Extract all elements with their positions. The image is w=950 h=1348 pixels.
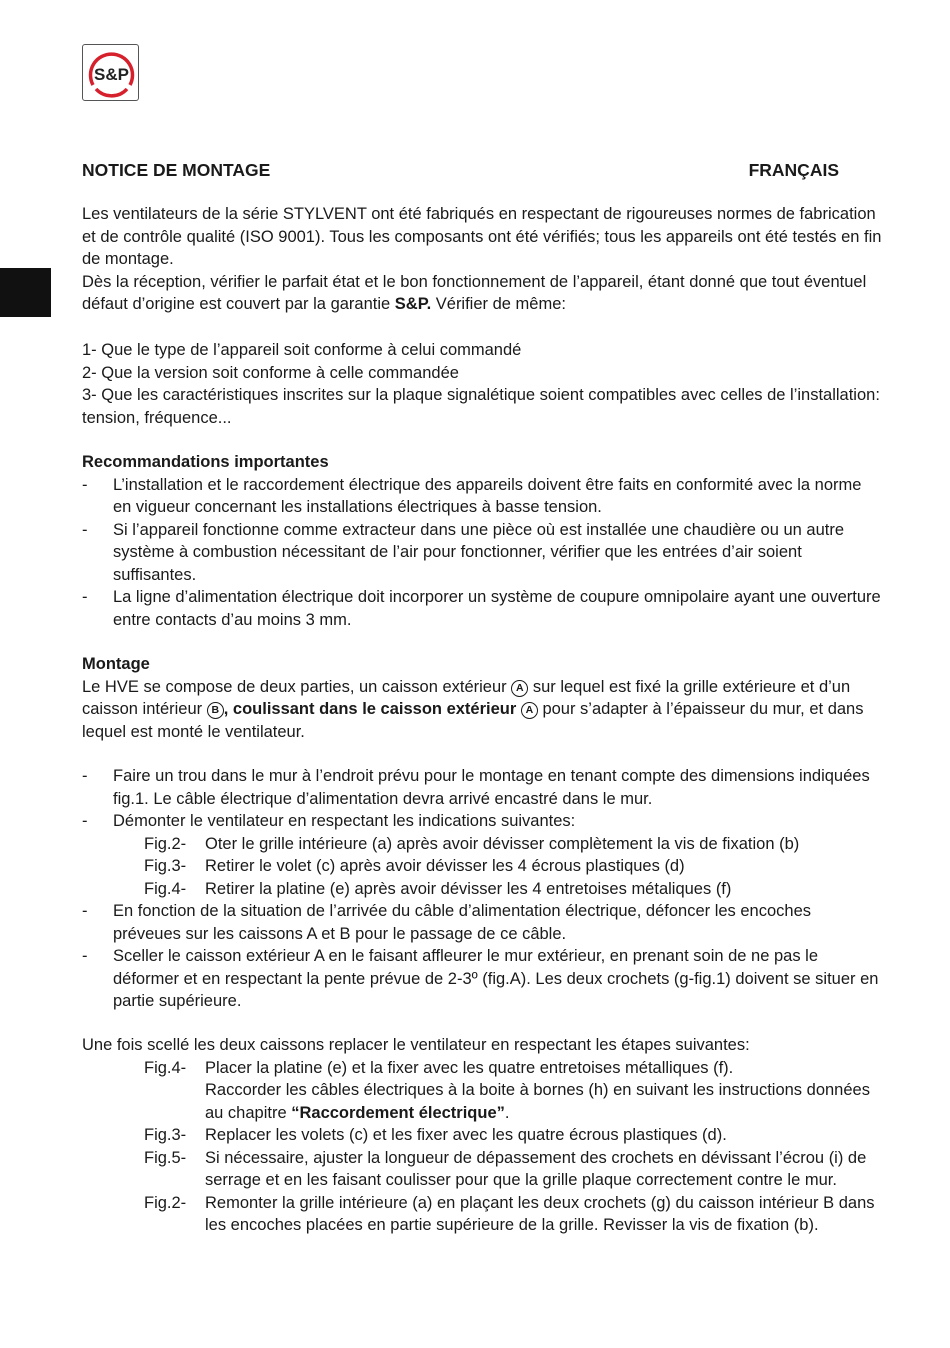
sp-logo (82, 44, 139, 101)
montage-intro-part: pour s’adapter à l’épaisseur du mur, et dans lequel est monté le ventilateur. (82, 700, 864, 741)
list-item-text: L’installation et le raccordement électrique des appareils doivent être faits en conformité avec la norme en vigueur concernant les installations électriques à basse tension. (113, 475, 862, 516)
sub-step (82, 855, 882, 878)
fig-ref: Fig.4- (144, 1058, 187, 1077)
intro-p2-text: Dès la réception, vérifier le parfait état et le bon fonctionnement de l’appareil, étant donné que tout éventuel défaut d’origine est couvert par la garantie (82, 272, 867, 313)
intro-paragraph-2 (82, 271, 882, 316)
list-item-text: Si l’appareil fonctionne comme extracteur dans une pièce où est installée une chaudière ou un autre système à combustion nécessitant de l’air pour fonctionner, vérifier que les entrées d’air soient suffisantes. (113, 520, 845, 584)
intro-paragraph-1: Les ventilateurs de la série STYLVENT ont été fabriqués en respectant de rigoureuses normes de fabrication et de contrôle qualité (ISO 9001). Tous les composants ont été vérifiés; tous les appareils ont été testés en fin de montage. (82, 205, 882, 268)
list-item-text: La ligne d’alimentation électrique doit incorporer un système de coupure omnipolaire ayant une ouverture entre contacts d’au moins 3 mm. (113, 588, 881, 629)
list-item-text: En fonction de la situation de l’arrivée du câble d’alimentation électrique, défoncer les encoches préveues sur les caissons A et B pour le passage de ce câble. (113, 902, 812, 943)
list-item: - Faire un trou dans le mur à l’endroit prévu pour le montage en tenant compte des dimensions indiquées fig.1. Le câble électrique d’alimentation devra arrivé encastré dans le mur. (82, 767, 870, 808)
reinstall-step (82, 1079, 882, 1124)
montage-intro-part: sur lequel est fixé la grille extérieure et d’un caisson intérieur (82, 677, 851, 718)
label-b-circle-icon: B (207, 702, 224, 719)
list-item: - En fonction de la situation de l’arrivée du câble d’alimentation électrique, défoncer les encoches préveues sur les caissons A et B pour le passage de ce câble. (82, 902, 812, 943)
sub-step-text: Retirer le volet (c) après avoir dévisser les 4 écrous plastiques (d) (205, 857, 685, 875)
reinstall-step-text: Placer la platine (e) et la fixer avec les quatre entretoises métalliques (f). (205, 1058, 734, 1077)
sp-logo-mark (83, 45, 140, 102)
sub-step (82, 833, 882, 856)
fig-ref: Fig.5- (144, 1148, 187, 1167)
list-item: - Sceller le caisson extérieur A en le faisant affleurer le mur extérieur, en prenant soin de ne pas le déformer et en respectant la pente prévue de 2-3º (fig.A). Les deux crochets (g-fig.1) doivent se situer en partie supérieure. (82, 947, 879, 1010)
brand-name: S&P. (394, 295, 432, 313)
reinstall-step-text: . (504, 1103, 510, 1122)
reinstall-step (82, 1147, 882, 1192)
reinstall-step (82, 1192, 882, 1237)
list-item-text: Démonter le ventilateur en respectant les indications suivantes: (113, 812, 576, 830)
list-item: - Démonter le ventilateur en respectant les indications suivantes: (82, 812, 576, 830)
list-item-text: Faire un trou dans le mur à l’endroit prévu pour le montage en tenant compte des dimensions indiquées fig.1. Le câble électrique d’alimentation devra arrivé encastré dans le mur. (113, 767, 870, 808)
reinstall-step (82, 1124, 882, 1147)
label-a-circle-icon: A (521, 702, 538, 719)
check-item: 1- Que le type de l’appareil soit conforme à celui commandé (82, 341, 522, 359)
sub-step-text: Oter le grille intérieure (a) après avoir dévisser complètement la vis de fixation (b) (205, 834, 800, 853)
recommendations-title: Recommandations importantes (82, 453, 329, 471)
page-title: NOTICE DE MONTAGE (82, 160, 271, 180)
intro-p2-end: Vérifier de même: (431, 295, 566, 313)
sub-step (82, 878, 882, 901)
header-row (82, 159, 839, 182)
recommendations-section (82, 451, 882, 631)
list-item-text: Sceller le caisson extérieur A en le faisant affleurer le mur extérieur, en prenant soin de ne pas le déformer et en respectant la pente prévue de 2-3º (fig.A). Les deux crochets (g-fig.1) doivent se situer en partie supérieure. (113, 947, 879, 1010)
fig-ref: Fig.3- (144, 1126, 187, 1144)
reinstall-section (82, 1034, 882, 1237)
reinstall-step-text: Remonter la grille intérieure (a) en plaçant les deux crochets (g) du caisson intérieur B dans les encoches placées en partie supérieure de la grille. Revisser la vis de fixation (b). (205, 1193, 875, 1234)
montage-intro-part: Le HVE se compose de deux parties, un caisson extérieur (82, 677, 512, 696)
list-item: - L’installation et le raccordement électrique des appareils doivent être faits en conformité avec la norme en vigueur concernant les installations électriques à basse tension. (82, 475, 862, 516)
reinstall-step (82, 1057, 882, 1080)
fig-ref: Fig.4- (144, 879, 187, 898)
reinstall-step-text: Si nécessaire, ajuster la longueur de dépassement des crochets en dévissant l’écrou (i) de serrage et en les faisant coulisser pour que la grille plaque correctement contre le mur. (205, 1148, 867, 1189)
montage-section (82, 653, 882, 743)
list-item: - Si l’appareil fonctionne comme extracteur dans une pièce où est installée une chaudière ou un autre système à combustion nécessitant de l’air pour fonctionner, vérifier que les entrées d’air soient suffisantes. (82, 520, 845, 584)
reinstall-step-text: Replacer les volets (c) et les fixer avec les quatre écrous plastiques (d). (205, 1126, 727, 1144)
language-label: FRANÇAIS (748, 160, 839, 180)
sub-step-text: Retirer la platine (e) après avoir dévisser les 4 entretoises métaliques (f) (205, 879, 732, 898)
check-item: 2- Que la version soit conforme à celle commandée (82, 363, 459, 382)
checks-list (82, 339, 882, 429)
fig-ref: Fig.2- (144, 834, 187, 853)
list-item: - La ligne d’alimentation électrique doit incorporer un système de coupure omnipolaire ayant une ouverture entre contacts d’au moins 3 mm. (82, 588, 881, 629)
montage-intro (82, 676, 882, 744)
montage-title: Montage (82, 655, 150, 673)
check-item: 3- Que les caractéristiques inscrites sur la plaque signalétique soient compatibles avec celles de l’installation: tension, fréquence... (82, 386, 880, 427)
fig-ref: Fig.2- (144, 1193, 187, 1212)
reinstall-step-text: Raccorder les câbles électriques à la boite à bornes (h) en suivant les instructions données au chapitre (205, 1081, 870, 1122)
reinstall-intro: Une fois scellé les deux caissons replacer le ventilateur en respectant les étapes suivantes: (82, 1036, 750, 1054)
sp-logo-text: S&P (94, 65, 129, 84)
fig-ref: Fig.3- (144, 857, 187, 875)
montage-steps (82, 765, 882, 1013)
intro-section (82, 203, 882, 316)
montage-intro-part: , coulissant dans le caisson extérieur (223, 700, 521, 718)
chapter-reference: “Raccordement électrique” (291, 1103, 505, 1122)
label-a-circle-icon: A (511, 680, 528, 697)
section-tab-marker (0, 268, 51, 317)
